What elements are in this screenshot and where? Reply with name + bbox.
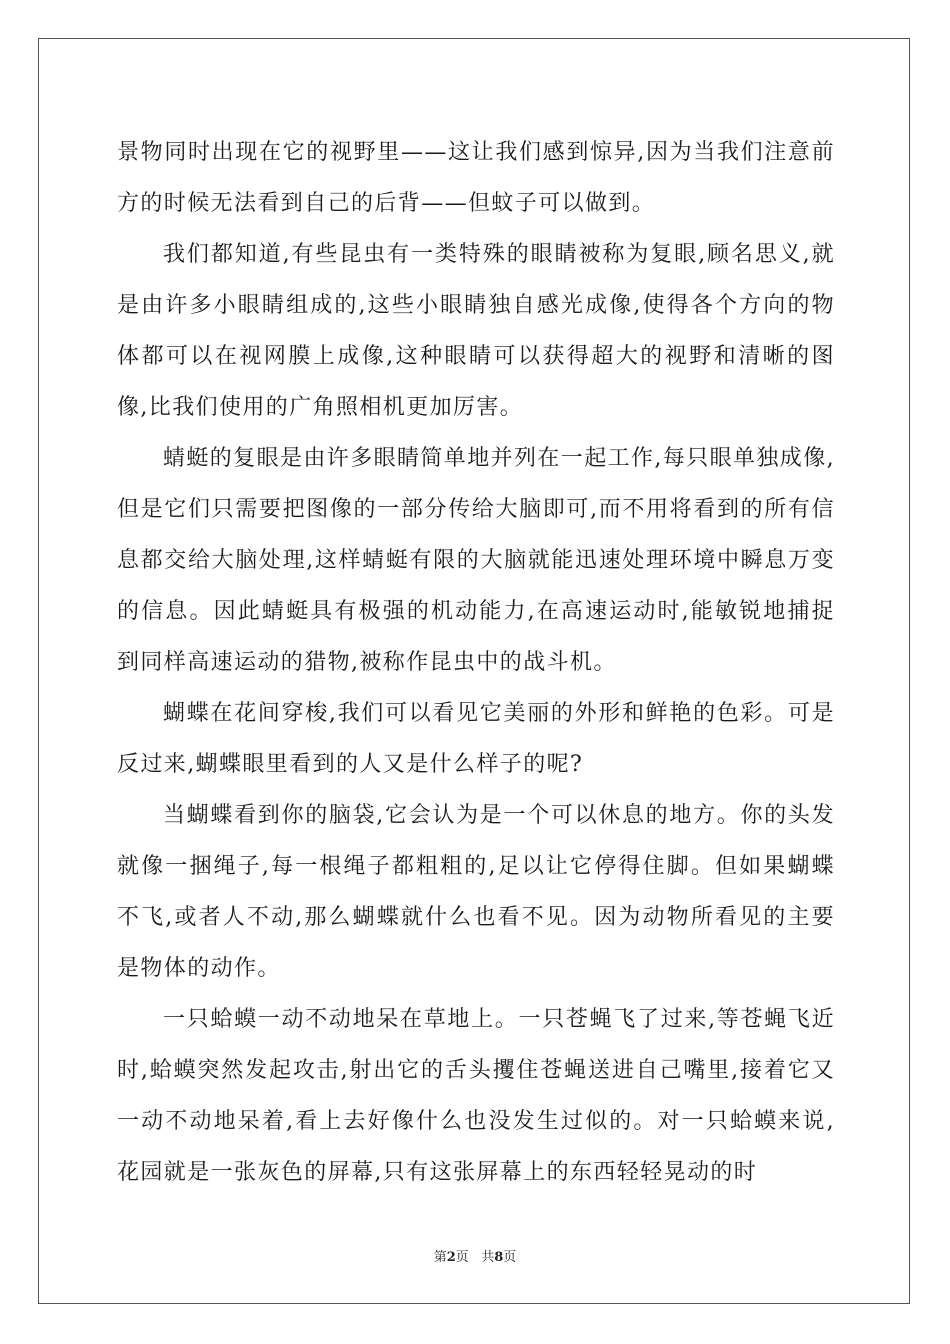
- page-prefix: 第: [433, 1250, 447, 1265]
- document-body: [117, 127, 835, 1198]
- page-suffix: 页: [455, 1250, 469, 1265]
- paragraph-4: 蝴蝶在花间穿梭,我们可以看见它美丽的外形和鲜艳的色彩。可是反过来,蝴蝶眼里看到的人又是什么样子的呢?: [117, 701, 835, 777]
- page-footer: [0, 1246, 950, 1265]
- total-pages: 8: [494, 1250, 504, 1265]
- paragraph-3: 蜻蜓的复眼是由许多眼睛简单地并列在一起工作,每只眼单独成像,但是它们只需要把图像的一部分传给大脑即可,而不用将看到的所有信息都交给大脑处理,这样蜻蜓有限的大脑就能迅速处理环境中瞬息万变的信息。因此蜻蜓具有极强的机动能力,在高速运动时,能敏锐地捕捉到同样高速运动的猎物,被称作昆虫中的战斗机。: [117, 446, 835, 675]
- paragraph-1: 景物同时出现在它的视野里——这让我们感到惊异,因为当我们注意前方的时候无法看到自己的后背——但蚊子可以做到。: [117, 140, 835, 216]
- page-number: 2: [446, 1250, 456, 1265]
- total-prefix: 共: [481, 1250, 495, 1265]
- total-suffix: 页: [503, 1250, 517, 1265]
- paragraph-2: 我们都知道,有些昆虫有一类特殊的眼睛被称为复眼,顾名思义,就是由许多小眼睛组成的,这些小眼睛独自感光成像,使得各个方向的物体都可以在视网膜上成像,这种眼睛可以获得超大的视野和清晰的图像,比我们使用的广角照相机更加厉害。: [117, 242, 835, 420]
- paragraph-6: 一只蛤蟆一动不动地呆在草地上。一只苍蝇飞了过来,等苍蝇飞近时,蛤蟆突然发起攻击,射出它的舌头攫住苍蝇送进自己嘴里,接着它又一动不动地呆着,看上去好像什么也没发生过似的。对一只蛤蟆来说,花园就是一张灰色的屏幕,只有这张屏幕上的东西轻轻晃动的时: [117, 1007, 835, 1185]
- paragraph-5: 当蝴蝶看到你的脑袋,它会认为是一个可以休息的地方。你的头发就像一捆绳子,每一根绳子都粗粗的,足以让它停得住脚。但如果蝴蝶不飞,或者人不动,那么蝴蝶就什么也看不见。因为动物所看见的主要是物体的动作。: [117, 803, 835, 981]
